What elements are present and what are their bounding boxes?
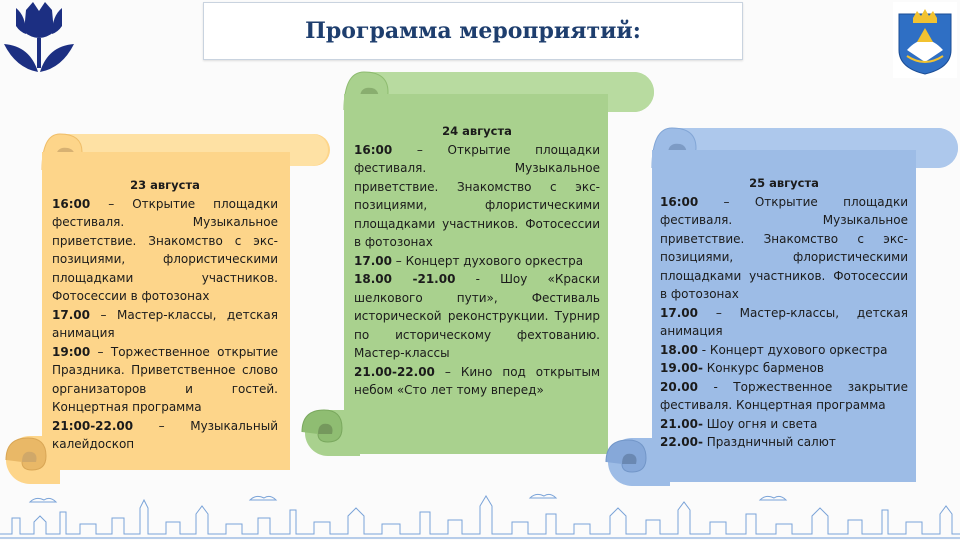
event-time: 22.00- — [660, 435, 703, 449]
scroll-day-23 — [0, 130, 335, 490]
event-item — [52, 343, 278, 417]
event-time: 18.00 — [660, 342, 698, 357]
event-item — [660, 341, 908, 360]
day-date: 23 августа — [130, 178, 200, 192]
event-text: – Концерт духового оркестра — [391, 253, 584, 268]
page-title: Программа мероприятий: — [305, 18, 641, 44]
day-date: 25 августа — [749, 176, 819, 190]
event-time: 18.00 -21.00 — [354, 272, 456, 286]
event-text: – Кино под открытым небом «Сто лет тому вперед» — [354, 364, 600, 397]
event-item — [660, 378, 908, 415]
scroll-day-25 — [602, 124, 960, 494]
event-time: 17.00 — [660, 305, 698, 320]
day-content — [660, 174, 908, 452]
event-time: 17.00 — [52, 307, 90, 322]
event-text: – Мастер-классы, детская анимация — [52, 307, 278, 340]
event-time: 19:00 — [52, 344, 91, 359]
event-text: Праздничный салют — [702, 435, 836, 449]
event-time: 16:00 — [354, 142, 393, 157]
event-item — [52, 195, 278, 306]
tulip-logo-icon — [2, 2, 76, 80]
event-time: 17.00 — [354, 253, 392, 268]
event-item — [52, 306, 278, 343]
event-item — [354, 252, 600, 271]
title-box — [203, 2, 743, 60]
event-text: – Торжественное открытие Праздника. Приветственное слово организаторов и гостей. Концертная программа — [52, 344, 278, 414]
event-time: 20.00 — [660, 379, 698, 394]
event-text: Шоу огня и света — [702, 416, 818, 431]
event-item — [660, 304, 908, 341]
event-text: Конкурс барменов — [702, 361, 824, 375]
event-text: - Торжественное закрытие фестиваля. Концертная программа — [660, 379, 908, 412]
event-text: – Открытие площадки фестиваля. Музыкальное приветствие. Знакомство с экс-позициями, флористическими площадками участников. Фотосессии в фотозонах — [52, 196, 278, 303]
event-text: - Шоу «Краски шелкового пути», Фестиваль исторической реконструкции. Турнир по историческому фехтованию. Мастер-классы — [354, 272, 600, 360]
event-item — [660, 433, 908, 452]
event-text: – Открытие площадки фестиваля. Музыкальное приветствие. Знакомство с экс-позициями, флористическими площадками участников. Фотосессии в фотозонах — [354, 142, 600, 249]
day-content — [52, 176, 278, 454]
event-text: – Мастер-классы, детская анимация — [660, 305, 908, 338]
event-time: 21.00-22.00 — [354, 364, 435, 379]
event-item — [354, 141, 600, 252]
event-time: 21:00-22.00 — [52, 418, 134, 433]
event-item — [660, 415, 908, 434]
event-text: – Открытие площадки фестиваля. Музыкальное приветствие. Знакомство с экс-позициями, флористическими площадками участников. Фотосессии в фотозонах — [660, 194, 908, 301]
event-text: – Музыкальный калейдоскоп — [52, 418, 278, 451]
event-item — [660, 193, 908, 304]
event-item — [52, 417, 278, 454]
event-time: 16:00 — [660, 194, 699, 209]
day-date: 24 августа — [442, 124, 512, 138]
day-content — [354, 122, 600, 400]
event-item — [660, 359, 908, 378]
coat-of-arms-icon — [893, 2, 957, 78]
event-item — [354, 270, 600, 363]
event-item — [354, 363, 600, 400]
event-time: 16:00 — [52, 196, 91, 211]
city-skyline-illustration — [0, 488, 960, 540]
event-text: - Концерт духового оркестра — [697, 342, 888, 357]
event-time: 21.00- — [660, 416, 703, 431]
event-time: 19.00- — [660, 361, 703, 375]
